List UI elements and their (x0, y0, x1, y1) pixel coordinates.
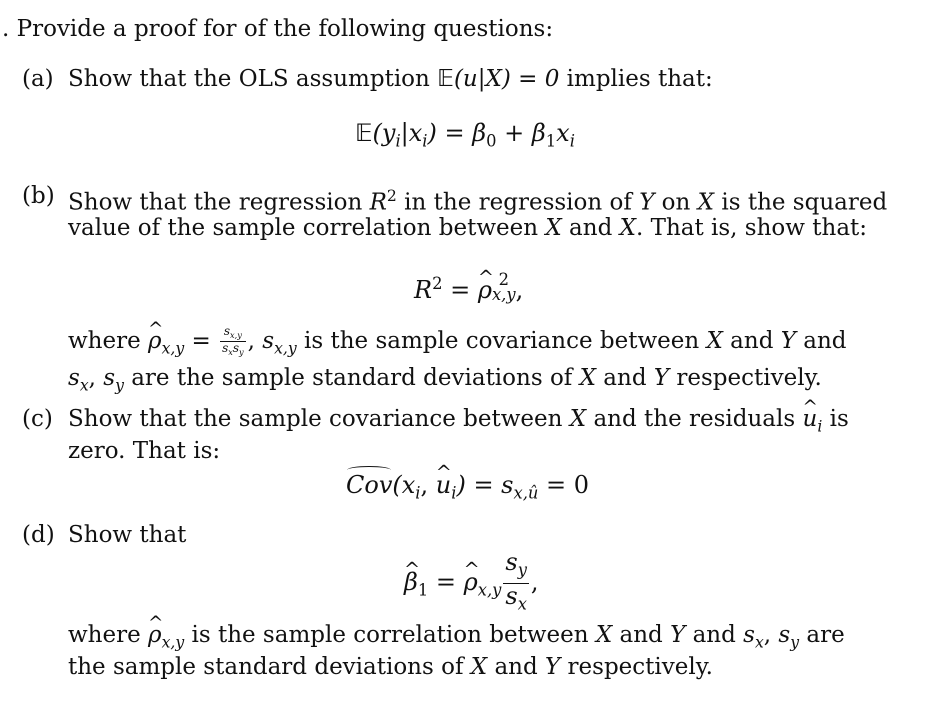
part-b-text: in the regression of (396, 189, 640, 216)
part-b-text: is the sample covariance between (296, 327, 707, 354)
rho-hat-symbol: ^ ρ (464, 566, 478, 598)
beta-sub: 1 (417, 580, 429, 600)
part-b-text: Show that the regression (68, 189, 370, 216)
eq-a-part: ) = β (427, 119, 487, 147)
part-b-text: respectively. (669, 365, 822, 391)
var-y: Y (639, 189, 655, 216)
var-x: X (470, 654, 488, 680)
equals-sign: = (442, 275, 478, 304)
eq-a-part: + β (496, 119, 546, 147)
part-d-text: are (799, 622, 845, 648)
equals-sign: = (428, 567, 464, 596)
s-sub: x (754, 632, 764, 652)
part-b-text: where (68, 327, 149, 354)
u-hat-symbol: ^ u (803, 404, 818, 434)
eq-c-part: ) = s (456, 471, 514, 499)
part-d-text: respectively. (560, 654, 713, 680)
frac-den-sub: y (239, 347, 244, 358)
part-c-line2: zero. That is: (68, 438, 221, 464)
part-b-text: . That is, show that: (635, 215, 868, 241)
u-sub: i (817, 416, 823, 436)
part-c-label: (c) (22, 406, 53, 432)
frac-den: s (222, 341, 229, 356)
part-a-text-pre: Show that the OLS assumption (68, 66, 438, 92)
part-b-line3 (68, 325, 847, 363)
part-d-line3 (68, 652, 713, 682)
part-b-text: are the sample standard deviations of (123, 365, 580, 391)
comma: , (247, 327, 263, 354)
part-d-text: and (685, 622, 744, 648)
var-y: Y (670, 622, 686, 648)
r-squared-symbol: R (369, 189, 387, 216)
rho-sup-sub (491, 270, 516, 304)
r-squared-symbol: R (414, 275, 433, 304)
r-squared-sup: 2 (386, 186, 397, 205)
part-a-statement (68, 64, 713, 94)
eq-c-sub: x,û (513, 483, 539, 503)
s-sub: x,y (274, 338, 297, 358)
s-sub: x (79, 375, 89, 395)
sd-ratio-fraction (503, 550, 529, 617)
intro-text: . Provide a proof for of the following questions: (2, 16, 554, 42)
part-d-text: and (487, 654, 546, 680)
u-hat-symbol: ^ u (436, 469, 451, 501)
part-b-line2 (68, 213, 867, 243)
eq-c-sub: i (451, 483, 457, 503)
comma: , (530, 567, 539, 596)
part-d-text: where (68, 622, 149, 648)
rho-hat-symbol: ^ ρ (148, 326, 162, 356)
cov-symbol: Cov (346, 471, 393, 499)
part-b-label: (b) (22, 183, 55, 209)
var-x: X (697, 189, 715, 216)
frac-num-sub: x,y (230, 329, 242, 340)
part-b-text: and (596, 365, 654, 391)
comma: , (420, 471, 436, 499)
comma: , (763, 622, 779, 648)
part-b-text: value of the sample correlation between (68, 215, 546, 241)
part-c-text: Show that the sample covariance between (68, 406, 570, 432)
part-d-equation (404, 550, 539, 617)
s-symbol: s (262, 327, 275, 354)
s-sub: y (115, 375, 124, 395)
part-c-text: and the residuals (586, 406, 803, 432)
rho-hat-symbol: ^ ρ (478, 274, 492, 306)
part-b-text: is the squared (714, 189, 888, 216)
eq-a-part: x (556, 119, 570, 147)
s-symbol: s (103, 365, 116, 391)
frac-den: s (232, 341, 240, 356)
eq-a-part: |x (400, 119, 423, 147)
s-symbol: s (68, 365, 80, 391)
part-b-text: on (654, 189, 698, 216)
var-x: X (545, 215, 562, 241)
correlation-fraction (220, 325, 246, 359)
s-sub: y (790, 632, 800, 652)
part-a-text-post: implies that: (559, 66, 713, 92)
var-x: X (569, 406, 587, 432)
rho-sub: x,y (491, 284, 516, 304)
rho-hat-symbol: ^ ρ (148, 620, 162, 650)
part-b-line4 (68, 363, 822, 400)
var-y: Y (545, 654, 561, 680)
var-y: Y (780, 327, 796, 354)
var-x: X (706, 327, 723, 354)
rho-sup: 2 (498, 270, 509, 290)
frac-num: s (505, 548, 518, 576)
eq-a-sub: i (395, 131, 401, 151)
eq-c-part: (x (392, 471, 416, 499)
part-d-text: and (612, 622, 671, 648)
part-d-text: the sample standard deviations of (68, 654, 471, 680)
frac-den: s (505, 581, 518, 610)
beta-hat-symbol: ^ β (404, 566, 418, 598)
part-b-text: and (722, 327, 781, 354)
part-b-text: and (561, 215, 620, 241)
comma: , (515, 275, 524, 304)
rho-sub: x,y (161, 338, 185, 358)
s-symbol: s (778, 622, 791, 648)
part-d-text: is the sample correlation between (184, 622, 596, 648)
var-y: Y (653, 365, 670, 391)
var-x: X (579, 365, 596, 391)
eq-c-sub: i (415, 483, 421, 503)
part-c-text: is (822, 406, 849, 432)
part-b-text: and (795, 327, 847, 354)
comma: , (88, 365, 104, 391)
expectation-symbol: 𝔼 (437, 66, 454, 92)
frac-num-sub: y (517, 560, 527, 580)
frac-den-sub: x (517, 594, 527, 614)
part-a-assumption: (u|X) = 0 (453, 66, 560, 92)
eq-a-part: (y (372, 119, 396, 147)
expectation-symbol: 𝔼 (355, 119, 373, 147)
rho-sub: x,y (161, 632, 185, 652)
var-x: X (595, 622, 613, 648)
part-d-line1: Show that (68, 522, 187, 548)
part-a-equation (355, 117, 575, 158)
equals-sign: = (184, 327, 219, 354)
r-squared-sup: 2 (432, 274, 443, 293)
s-symbol: s (743, 622, 755, 648)
eq-a-sub: 1 (545, 131, 557, 151)
rho-sub: x,y (477, 580, 502, 600)
part-b-equation (414, 268, 523, 306)
part-c-equation (346, 469, 589, 510)
eq-a-sub: 0 (486, 131, 497, 151)
eq-a-sub: i (422, 131, 428, 151)
part-a-label: (a) (22, 66, 54, 92)
eq-c-part: = 0 (538, 471, 590, 499)
part-d-label: (d) (22, 522, 55, 548)
eq-a-sub: i (569, 131, 575, 151)
frac-den-sub: x (228, 347, 233, 358)
var-x: X (619, 215, 636, 241)
frac-num: s (223, 324, 231, 338)
